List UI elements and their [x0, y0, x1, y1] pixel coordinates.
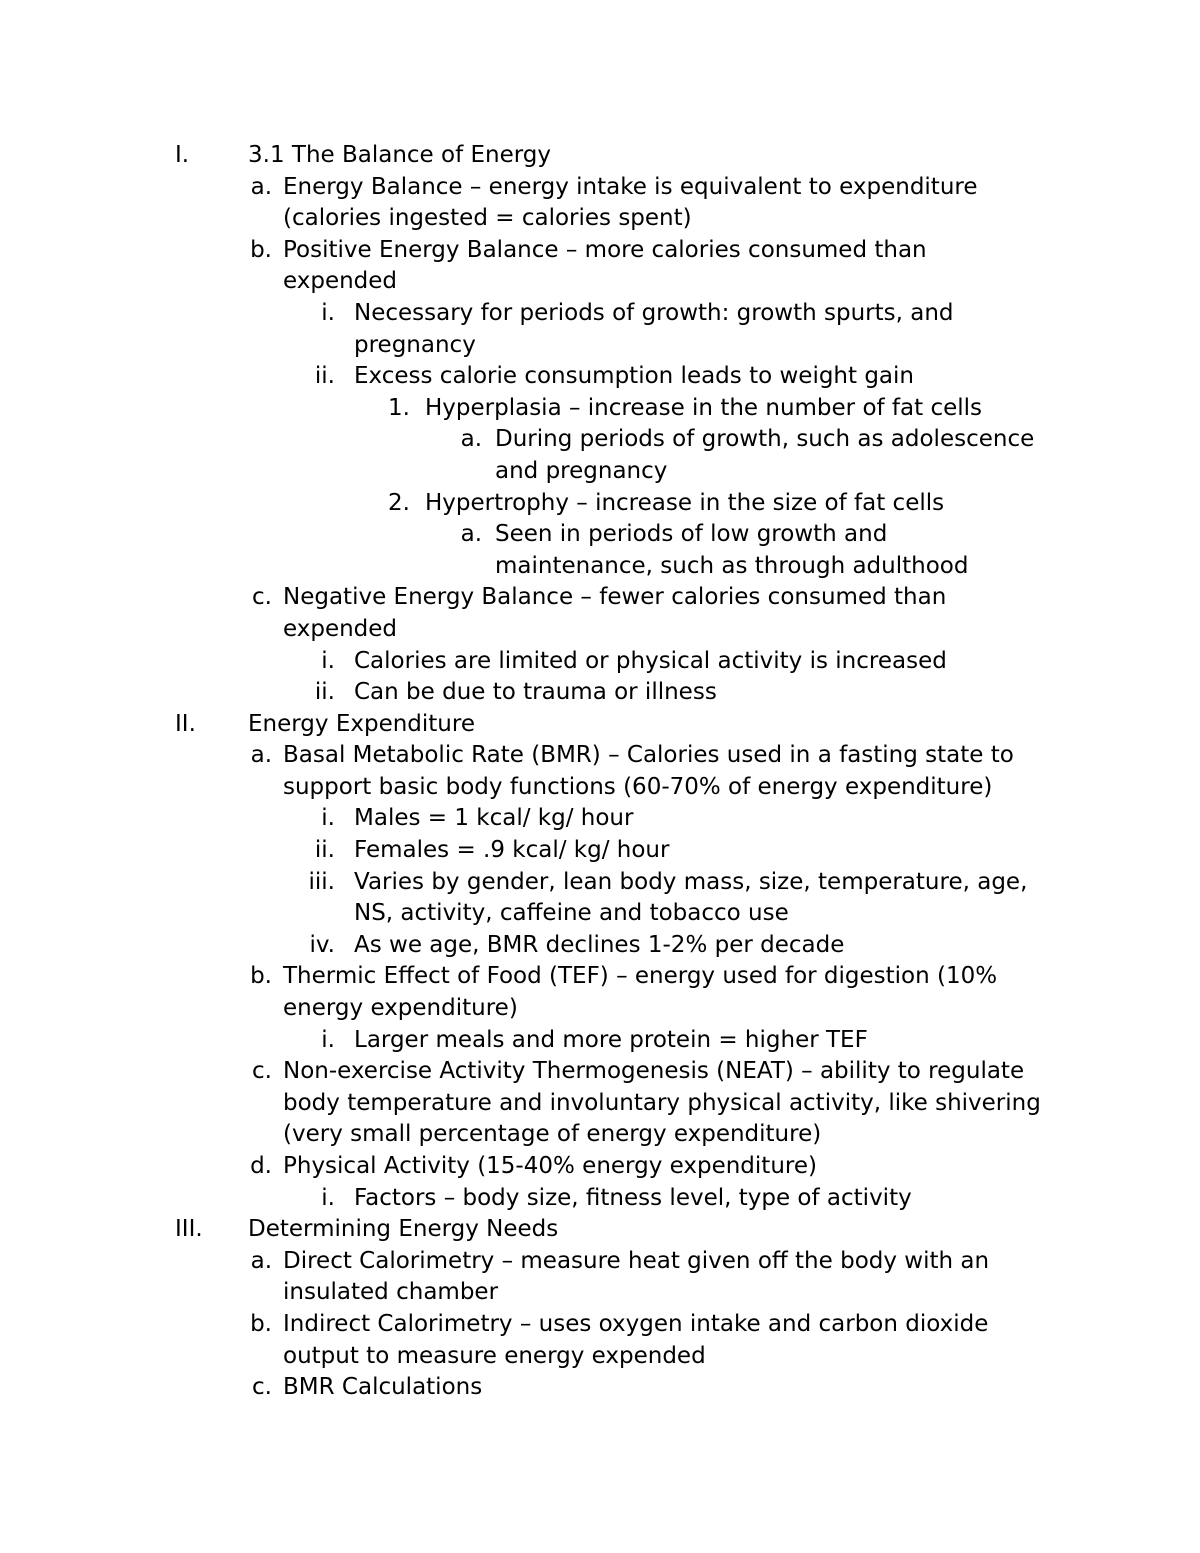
- outline-text: [283, 1309, 1200, 1372]
- outline-item-level-3: [0, 867, 1200, 930]
- outline-text-line: Basal Metabolic Rate (BMR) – Calories used in a fasting state to: [283, 742, 1014, 769]
- outline-marker: i.: [321, 805, 335, 832]
- outline-text: [354, 867, 1200, 930]
- outline-text-line: 3.1 The Balance of Energy: [248, 142, 552, 168]
- outline-text-line: body temperature and involuntary physical activity, like shivering: [283, 1089, 1041, 1116]
- outline-text: [283, 1151, 1200, 1183]
- outline-text-line: support basic body functions (60-70% of energy expenditure): [283, 773, 993, 800]
- outline-text-line: Positive Energy Balance – more calories consumed than: [283, 236, 927, 263]
- outline-marker: i.: [321, 1026, 335, 1053]
- outline-text-line: Thermic Effect of Food (TEF) – energy used for digestion (10%: [283, 963, 998, 990]
- outline-text: [248, 140, 1200, 172]
- outline-marker: i.: [321, 299, 335, 326]
- outline-item-level-3: [0, 803, 1200, 835]
- outline-text-line: Hypertrophy – increase in the size of fat cells: [425, 489, 945, 516]
- outline-marker: a.: [460, 426, 482, 453]
- outline-item-level-2: [0, 172, 1200, 235]
- outline-text-line: (very small percentage of energy expenditure): [283, 1121, 822, 1148]
- outline-item-level-4: [0, 393, 1200, 425]
- outline-text-line: Larger meals and more protein = higher TEF: [354, 1026, 868, 1053]
- outline-text-line: Energy Balance – energy intake is equivalent to expenditure: [283, 173, 978, 200]
- outline-text-line: Can be due to trauma or illness: [354, 679, 717, 706]
- outline-text-line: expended: [283, 268, 398, 295]
- outline-text-line: Non-exercise Activity Thermogenesis (NEAT) – ability to regulate: [283, 1058, 1025, 1085]
- outline-marker: ii.: [314, 679, 335, 706]
- outline-text-line: Factors – body size, fitness level, type of activity: [354, 1184, 912, 1211]
- outline-text-line: Determining Energy Needs: [248, 1216, 559, 1243]
- outline-item-level-3: [0, 298, 1200, 361]
- outline-text-line: output to measure energy expended: [283, 1342, 706, 1369]
- outline-item-level-2: [0, 235, 1200, 298]
- outline-text-line: Varies by gender, lean body mass, size, temperature, age,: [354, 868, 1028, 895]
- outline-marker: iv.: [309, 931, 335, 958]
- outline-marker: a.: [250, 742, 272, 769]
- outline-item-level-4: [0, 488, 1200, 520]
- outline-text-line: and pregnancy: [495, 457, 668, 484]
- outline-text: [283, 1372, 1200, 1404]
- outline-text: [283, 1246, 1200, 1309]
- outline-marker: i.: [321, 647, 335, 674]
- outline-text-line: Energy Expenditure: [248, 710, 475, 737]
- outline-text: [283, 172, 1200, 235]
- outline-text-line: Hyperplasia – increase in the number of fat cells: [425, 394, 983, 421]
- outline-item-level-3: [0, 1183, 1200, 1215]
- outline-text: [354, 835, 1200, 867]
- outline-item-level-3: [0, 835, 1200, 867]
- outline-text-line: During periods of growth, such as adolescence: [495, 426, 1035, 453]
- outline-item-level-2: [0, 740, 1200, 803]
- outline-marker: ii.: [314, 363, 335, 390]
- outline-item-level-2: [0, 1246, 1200, 1309]
- outline-text: [354, 361, 1200, 393]
- outline-text-line: As we age, BMR declines 1-2% per decade: [354, 931, 845, 958]
- outline-list: [0, 140, 1200, 1404]
- outline-text-line: Direct Calorimetry – measure heat given off the body with an: [283, 1247, 990, 1274]
- outline-text-line: Calories are limited or physical activity is increased: [354, 647, 947, 674]
- outline-text-line: maintenance, such as through adulthood: [495, 552, 969, 579]
- outline-item-level-2: [0, 1056, 1200, 1151]
- outline-text-line: Seen in periods of low growth and: [495, 521, 888, 548]
- outline-text: [248, 1214, 1200, 1246]
- outline-item-level-2: [0, 961, 1200, 1024]
- outline-marker: a.: [250, 173, 272, 200]
- outline-text: [425, 488, 1200, 520]
- outline-marker: II.: [175, 710, 196, 737]
- outline-item-level-3: [0, 361, 1200, 393]
- outline-item-level-2: [0, 582, 1200, 645]
- outline-marker: i.: [321, 1184, 335, 1211]
- outline-text: [354, 1183, 1200, 1215]
- outline-text: [283, 235, 1200, 298]
- outline-item-level-5: [0, 519, 1200, 582]
- outline-marker: c.: [252, 1058, 272, 1085]
- outline-marker: a.: [250, 1247, 272, 1274]
- outline-text: [283, 1056, 1200, 1151]
- outline-text-line: Physical Activity (15-40% energy expenditure): [283, 1153, 817, 1179]
- outline-text-line: NS, activity, caffeine and tobacco use: [354, 900, 789, 927]
- outline-text: [354, 930, 1200, 962]
- outline-marker: b.: [250, 236, 272, 263]
- outline-text: [425, 393, 1200, 425]
- outline-text-line: Indirect Calorimetry – uses oxygen intake and carbon dioxide: [283, 1310, 989, 1337]
- outline-item-level-2: [0, 1309, 1200, 1372]
- outline-text: [354, 803, 1200, 835]
- outline-item-level-5: [0, 424, 1200, 487]
- outline-item-level-3: [0, 1025, 1200, 1057]
- outline-item-level-3: [0, 646, 1200, 678]
- outline-text: [283, 582, 1200, 645]
- outline-text-line: energy expenditure): [283, 995, 518, 1022]
- outline-text: [248, 709, 1200, 741]
- outline-text-line: Males = 1 kcal/ kg/ hour: [354, 805, 634, 832]
- outline-marker: b.: [250, 1310, 272, 1337]
- outline-text: [354, 646, 1200, 678]
- outline-marker: c.: [252, 584, 272, 611]
- outline-text-line: Excess calorie consumption leads to weight gain: [354, 363, 914, 390]
- outline-marker: a.: [460, 521, 482, 548]
- outline-text-line: expended: [283, 615, 398, 642]
- outline-text: [354, 1025, 1200, 1057]
- outline-text: [283, 740, 1200, 803]
- outline-text-line: Females = .9 kcal/ kg/ hour: [354, 837, 670, 864]
- outline-item-level-1: [0, 709, 1200, 741]
- outline-marker: 2.: [388, 489, 410, 516]
- outline-marker: c.: [252, 1374, 272, 1401]
- outline-text-line: Negative Energy Balance – fewer calories consumed than: [283, 584, 947, 611]
- outline-marker: III.: [175, 1216, 203, 1243]
- outline-text-line: insulated chamber: [283, 1279, 499, 1306]
- outline-item-level-2: [0, 1372, 1200, 1404]
- outline-text: [283, 961, 1200, 1024]
- outline-text-line: (calories ingested = calories spent): [283, 205, 692, 232]
- outline-item-level-2: [0, 1151, 1200, 1183]
- outline-marker: d.: [250, 1153, 272, 1179]
- outline-marker: I.: [175, 142, 190, 168]
- outline-text: [495, 519, 1200, 582]
- outline-item-level-3: [0, 930, 1200, 962]
- outline-marker: b.: [250, 963, 272, 990]
- outline-text: [495, 424, 1200, 487]
- outline-text-line: Necessary for periods of growth: growth spurts, and: [354, 299, 954, 326]
- outline-marker: iii.: [308, 868, 335, 895]
- outline-text: [354, 298, 1200, 361]
- outline-text-line: BMR Calculations: [283, 1374, 483, 1401]
- outline-text-line: pregnancy: [354, 331, 476, 358]
- outline-item-level-3: [0, 677, 1200, 709]
- outline-marker: 1.: [388, 394, 410, 421]
- outline-item-level-1: [0, 1214, 1200, 1246]
- outline-text: [354, 677, 1200, 709]
- outline-item-level-1: [0, 140, 1200, 172]
- outline-marker: ii.: [314, 837, 335, 864]
